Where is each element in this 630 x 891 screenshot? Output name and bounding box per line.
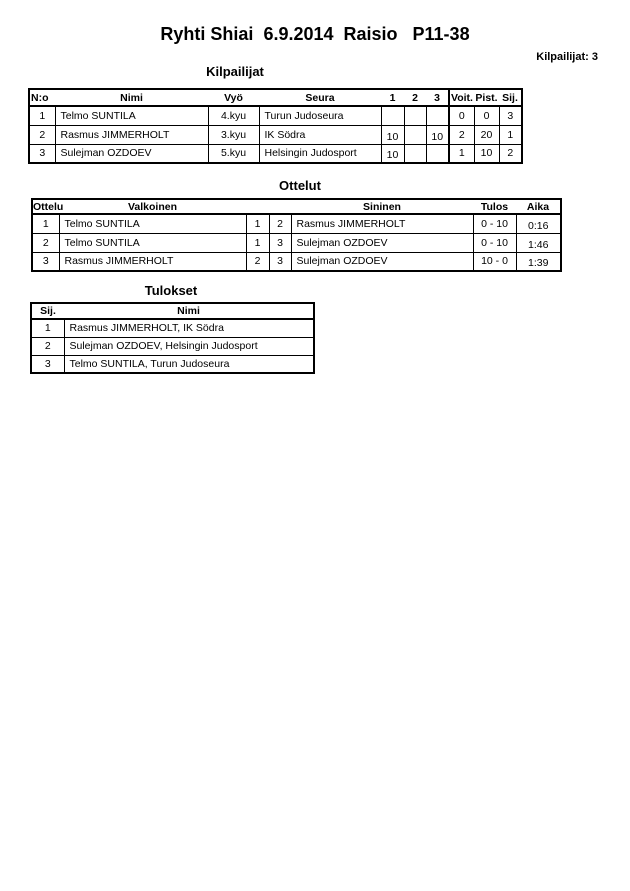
cell-blue-no: 2 bbox=[269, 214, 291, 233]
cell-white-name: Telmo SUNTILA bbox=[59, 214, 246, 233]
section-heading-results: Tulokset bbox=[144, 283, 198, 298]
cell-blue-no: 3 bbox=[269, 252, 291, 271]
cell-match3 bbox=[426, 144, 449, 163]
matches-table bbox=[31, 198, 562, 272]
column-header-place: Sij. bbox=[499, 89, 522, 106]
cell-club: Turun Judoseura bbox=[259, 106, 381, 125]
page-title: Ryhti Shiai 6.9.2014 Raisio P11-38 bbox=[160, 24, 470, 44]
cell-name: Sulejman OZDOEV bbox=[55, 144, 208, 163]
cell-belt: 3.kyu bbox=[208, 125, 259, 144]
column-header-time: Aika bbox=[516, 199, 561, 214]
cell-result: 10 - 0 bbox=[473, 252, 516, 271]
column-header-belt: Vyö bbox=[208, 89, 259, 106]
cell-no: 3 bbox=[29, 144, 55, 163]
results-table bbox=[30, 302, 315, 374]
cell-match1: 10 bbox=[381, 125, 404, 144]
cell-name: Telmo SUNTILA bbox=[55, 106, 208, 125]
cell-place: 1 bbox=[31, 319, 64, 337]
cell-match1 bbox=[381, 106, 404, 125]
header-row bbox=[32, 199, 561, 214]
cell-blue-name: Rasmus JIMMERHOLT bbox=[291, 214, 473, 233]
section-heading-competitors: Kilpailijat bbox=[206, 64, 264, 79]
cell-white-name: Rasmus JIMMERHOLT bbox=[59, 252, 246, 271]
column-header-match1: 1 bbox=[381, 89, 404, 106]
table-row bbox=[29, 144, 522, 163]
competitors-table bbox=[28, 88, 523, 164]
column-header-name: Nimi bbox=[55, 89, 208, 106]
cell-match2 bbox=[404, 125, 426, 144]
cell-blue-name: Sulejman OZDOEV bbox=[291, 252, 473, 271]
cell-belt: 5.kyu bbox=[208, 144, 259, 163]
cell-match3 bbox=[426, 106, 449, 125]
table-row bbox=[32, 214, 561, 233]
cell-place: 1 bbox=[499, 125, 522, 144]
section-heading-matches: Ottelut bbox=[279, 178, 321, 193]
cell-white-no: 1 bbox=[246, 233, 269, 252]
table-row bbox=[31, 355, 314, 373]
cell-time: 1:39 bbox=[516, 252, 561, 271]
column-header-white: Valkoinen bbox=[59, 199, 246, 214]
cell-white-no: 2 bbox=[246, 252, 269, 271]
cell-result: 0 - 10 bbox=[473, 214, 516, 233]
column-header-points: Pist. bbox=[474, 89, 499, 106]
cell-name: Sulejman OZDOEV, Helsingin Judosport bbox=[64, 337, 314, 355]
cell-match-no: 1 bbox=[32, 214, 59, 233]
column-header-name: Nimi bbox=[64, 303, 314, 319]
cell-result: 0 - 10 bbox=[473, 233, 516, 252]
cell-blue-name: Sulejman OZDOEV bbox=[291, 233, 473, 252]
cell-name: Rasmus JIMMERHOLT bbox=[55, 125, 208, 144]
column-header-blue-no bbox=[269, 199, 291, 214]
cell-name: Rasmus JIMMERHOLT, IK Södra bbox=[64, 319, 314, 337]
column-header-match-no: Ottelu bbox=[33, 200, 64, 213]
column-header-club: Seura bbox=[259, 89, 381, 106]
cell-no: 2 bbox=[29, 125, 55, 144]
column-header-blue: Sininen bbox=[291, 199, 473, 214]
cell-match-no: 3 bbox=[32, 252, 59, 271]
competitors-count-label: Kilpailijat: 3 bbox=[536, 51, 598, 63]
cell-white-no: 1 bbox=[246, 214, 269, 233]
cell-wins: 1 bbox=[449, 144, 474, 163]
cell-match2 bbox=[404, 144, 426, 163]
cell-place: 2 bbox=[31, 337, 64, 355]
cell-match2 bbox=[404, 106, 426, 125]
cell-white-name: Telmo SUNTILA bbox=[59, 233, 246, 252]
cell-place: 3 bbox=[499, 106, 522, 125]
cell-blue-no: 3 bbox=[269, 233, 291, 252]
table-row bbox=[29, 106, 522, 125]
cell-place: 3 bbox=[31, 355, 64, 373]
header-row bbox=[31, 303, 314, 319]
cell-wins: 0 bbox=[449, 106, 474, 125]
cell-points: 0 bbox=[474, 106, 499, 125]
cell-club: Helsingin Judosport bbox=[259, 144, 381, 163]
cell-wins: 2 bbox=[449, 125, 474, 144]
table-row bbox=[31, 319, 314, 337]
column-header-match3: 3 bbox=[426, 89, 449, 106]
cell-belt: 4.kyu bbox=[208, 106, 259, 125]
cell-match1: 10 bbox=[381, 144, 404, 163]
table-row bbox=[32, 252, 561, 271]
cell-club: IK Södra bbox=[259, 125, 381, 144]
column-header-match2: 2 bbox=[404, 89, 426, 106]
header-row bbox=[29, 89, 522, 106]
cell-match3: 10 bbox=[426, 125, 449, 144]
column-header-place: Sij. bbox=[31, 303, 64, 319]
cell-time: 0:16 bbox=[516, 214, 561, 233]
column-header-result: Tulos bbox=[473, 199, 516, 214]
table-row bbox=[29, 125, 522, 144]
cell-time: 1:46 bbox=[516, 233, 561, 252]
table-row bbox=[31, 337, 314, 355]
cell-place: 2 bbox=[499, 144, 522, 163]
cell-no: 1 bbox=[29, 106, 55, 125]
column-header-white-no bbox=[246, 199, 269, 214]
cell-points: 10 bbox=[474, 144, 499, 163]
column-header-wins: Voit. bbox=[449, 89, 474, 106]
column-header-no: N:o bbox=[29, 89, 55, 106]
cell-name: Telmo SUNTILA, Turun Judoseura bbox=[64, 355, 314, 373]
cell-match-no: 2 bbox=[32, 233, 59, 252]
table-row bbox=[32, 233, 561, 252]
cell-points: 20 bbox=[474, 125, 499, 144]
